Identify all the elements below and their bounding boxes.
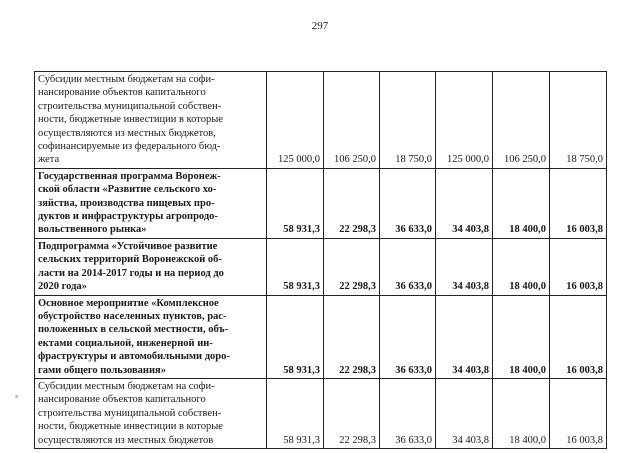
description-line: строительства муниципальной собствен- [38, 100, 222, 112]
amount-cell: 125 000,0 [436, 72, 493, 169]
amount-cell: 36 633,0 [380, 295, 436, 378]
description-line: Подпрограмма «Устойчивое развитие [38, 240, 218, 252]
description-line: осуществляются из местных бюджетов [38, 434, 214, 446]
amount-cell: 58 931,3 [267, 295, 324, 378]
description-line: сельских территорий Воронежской об- [38, 254, 222, 266]
row-description [35, 72, 267, 169]
amount-cell: 22 298,3 [324, 168, 380, 238]
amount-cell: 16 003,8 [550, 295, 607, 378]
amount-cell: 22 298,3 [324, 238, 380, 295]
description-line: вольственного рынка» [38, 224, 147, 236]
description-line: дуктов и инфраструктуры агропродо- [38, 211, 218, 223]
description-line: строительства муниципальной собствен- [38, 407, 222, 419]
amount-cell: 16 003,8 [550, 378, 607, 448]
description-line: нансирование объектов капитального [38, 394, 206, 406]
table-row [35, 295, 607, 378]
amount-cell: 34 403,8 [436, 168, 493, 238]
amount-cell: 36 633,0 [380, 238, 436, 295]
amount-cell: 18 400,0 [493, 378, 550, 448]
description-line: ласти на 2014-2017 годы и на период до [38, 267, 224, 279]
page-number: 297 [311, 20, 329, 32]
budget-table [34, 71, 607, 449]
table-row [35, 168, 607, 238]
description-line: Субсидии местным бюджетам на софи- [38, 74, 215, 85]
amount-cell: 16 003,8 [550, 238, 607, 295]
table-row [35, 378, 607, 448]
description-line: ектами социальной, инженерной ин- [38, 337, 213, 349]
amount-cell: 18 400,0 [493, 168, 550, 238]
amount-cell: 58 931,3 [267, 238, 324, 295]
row-description [35, 378, 267, 448]
amount-cell: 34 403,8 [436, 238, 493, 295]
amount-cell: 36 633,0 [380, 168, 436, 238]
description-line: жета [38, 154, 60, 166]
row-description [35, 168, 267, 238]
description-line: ности, бюджетные инвестиции в которые [38, 421, 223, 433]
amount-cell: 18 400,0 [493, 238, 550, 295]
description-line: нансирование объектов капитального [38, 87, 206, 99]
amount-cell: 22 298,3 [324, 378, 380, 448]
amount-cell: 106 250,0 [493, 72, 550, 169]
description-line: осуществляются из местных бюджетов, [38, 127, 216, 139]
row-description [35, 295, 267, 378]
amount-cell: 16 003,8 [550, 168, 607, 238]
description-line: гами общего пользования» [38, 364, 166, 376]
amount-cell: 106 250,0 [324, 72, 380, 169]
amount-cell: 58 931,3 [267, 168, 324, 238]
description-line: Государственная программа Воронеж- [38, 170, 221, 182]
amount-cell: 125 000,0 [267, 72, 324, 169]
description-line: ности, бюджетные инвестиции в которые [38, 114, 223, 126]
description-line: обустройство населенных пунктов, рас- [38, 310, 227, 322]
description-line: Основное мероприятие «Комплексное [38, 297, 219, 309]
amount-cell: 34 403,8 [436, 378, 493, 448]
amount-cell: 36 633,0 [380, 378, 436, 448]
description-line: софинансируемые из федерального бюд- [38, 141, 221, 153]
amount-cell: 34 403,8 [436, 295, 493, 378]
row-description [35, 238, 267, 295]
description-line: ской области «Развитие сельского хо- [38, 184, 217, 196]
description-line: 2020 года» [38, 281, 87, 293]
table-row [35, 238, 607, 295]
amount-cell: 58 931,3 [267, 378, 324, 448]
description-line: зяйства, производства пищевых про- [38, 197, 215, 209]
amount-cell: 18 750,0 [550, 72, 607, 169]
description-line: положенных в сельской местности, объ- [38, 324, 229, 336]
description-line: Субсидии местным бюджетам на софи- [38, 380, 215, 392]
scan-speck [15, 395, 18, 398]
amount-cell: 22 298,3 [324, 295, 380, 378]
amount-cell: 18 400,0 [493, 295, 550, 378]
amount-cell: 18 750,0 [380, 72, 436, 169]
table-row [35, 72, 607, 169]
description-line: фраструктуры и автомобильными доро- [38, 351, 230, 363]
